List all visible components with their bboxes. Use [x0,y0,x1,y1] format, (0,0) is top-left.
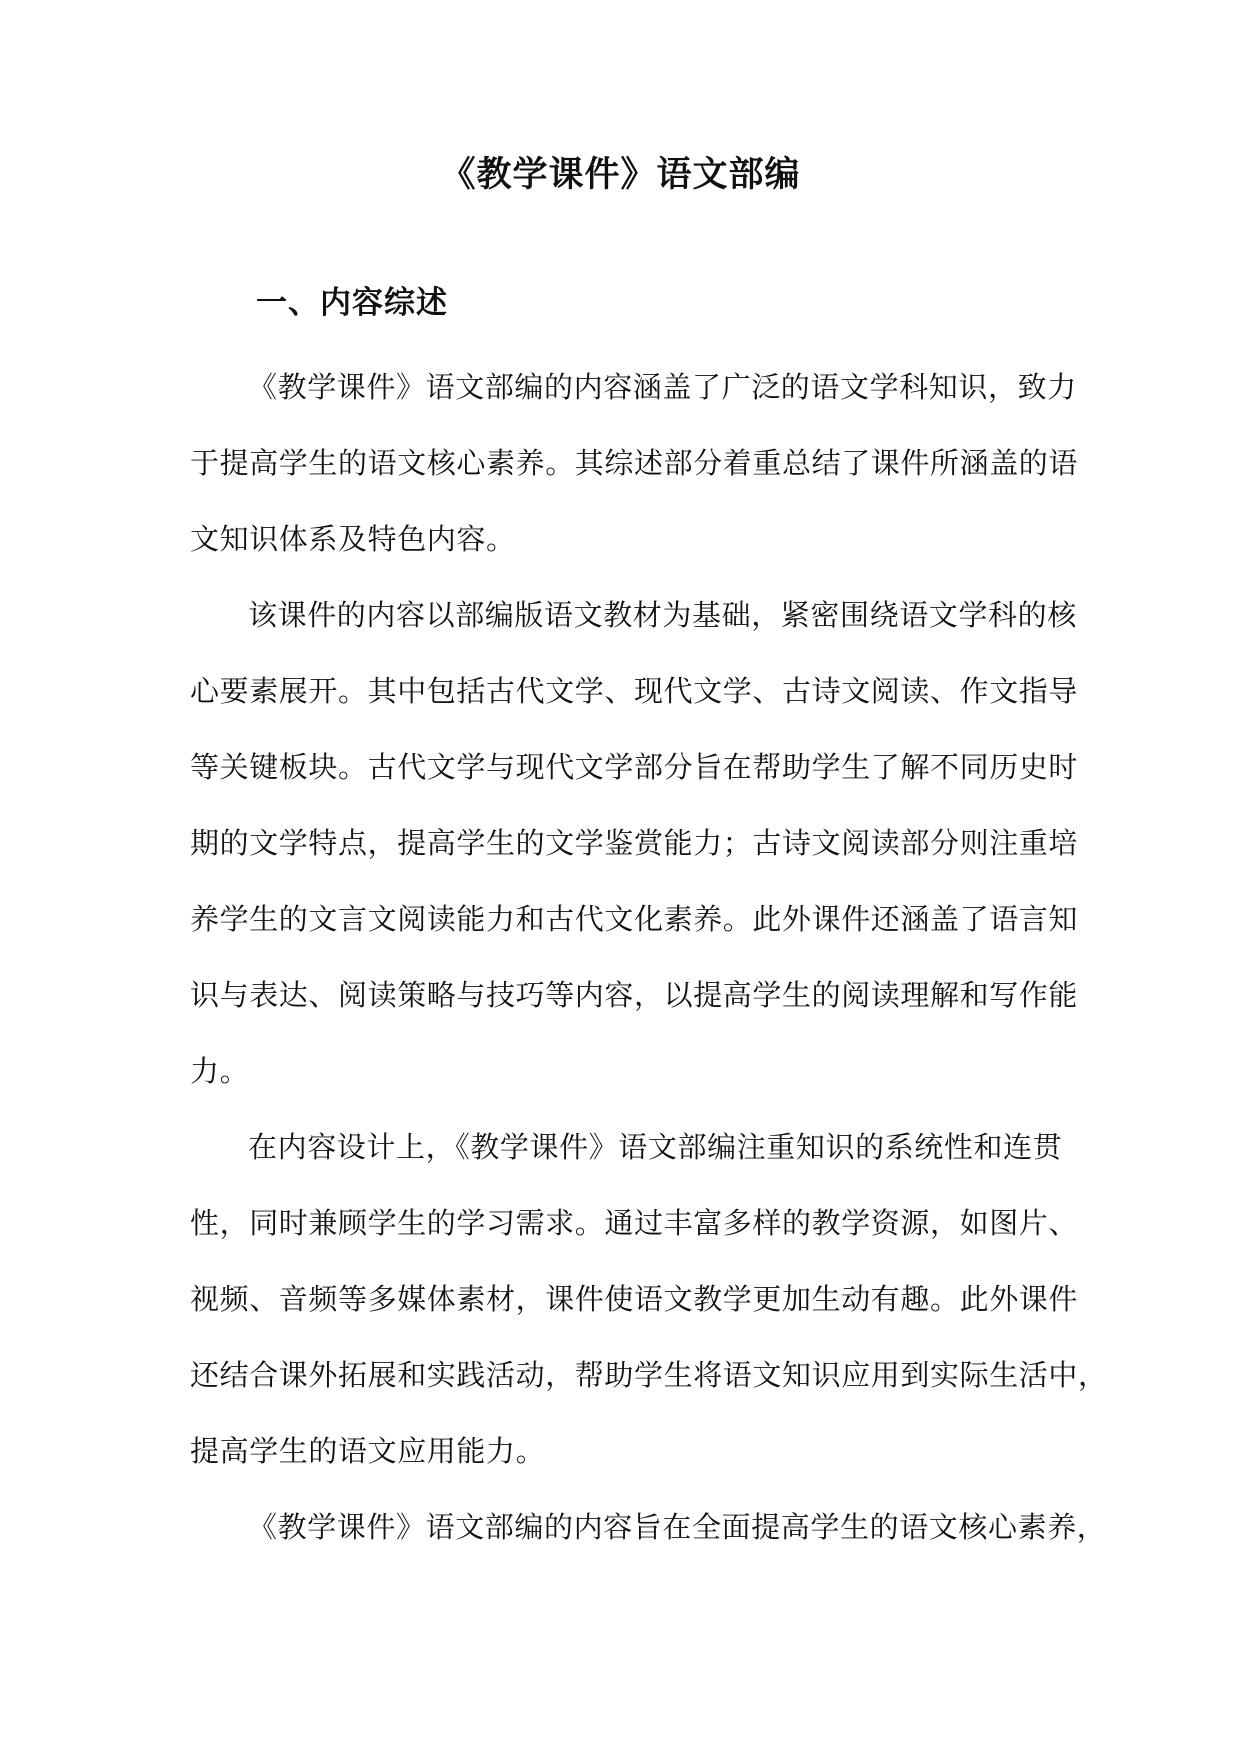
body-line: 期的文学特点，提高学生的文学鉴赏能力；古诗文阅读部分则注重培 [190,826,1079,860]
body-line: 于提高学生的语文核心素养。其综述部分着重总结了课件所涵盖的语 [190,446,1079,480]
body-line: 文知识体系及特色内容。 [190,522,516,556]
body-line: 养学生的文言文阅读能力和古代文化素养。此外课件还涵盖了语言知 [190,902,1079,936]
body-line: 在内容设计上，《教学课件》语文部编注重知识的系统性和连贯 [248,1130,1063,1164]
body-line: 视频、音频等多媒体素材，课件使语文教学更加生动有趣。此外课件 [190,1282,1079,1316]
body-line: 《教学课件》语文部编的内容旨在全面提高学生的语文核心素养， [248,1510,1107,1544]
section-heading: 一、内容综述 [256,285,448,321]
body-line: 性，同时兼顾学生的学习需求。通过丰富多样的教学资源，如图片、 [190,1206,1079,1240]
page-title: 《教学课件》语文部编 [440,154,801,195]
body-line: 提高学生的语文应用能力。 [190,1434,546,1468]
body-line: 心要素展开。其中包括古代文学、现代文学、古诗文阅读、作文指导 [190,674,1079,708]
body-line: 《教学课件》语文部编的内容涵盖了广泛的语文学科知识，致力 [248,370,1077,404]
body-line: 等关键板块。古代文学与现代文学部分旨在帮助学生了解不同历史时 [190,750,1079,784]
body-line: 力。 [190,1054,250,1088]
body-line: 该课件的内容以部编版语文教材为基础，紧密围绕语文学科的核 [248,598,1077,632]
body-line: 还结合课外拓展和实践活动，帮助学生将语文知识应用到实际生活中， [190,1358,1108,1392]
body-line: 识与表达、阅读策略与技巧等内容，以提高学生的阅读理解和写作能 [190,978,1079,1012]
